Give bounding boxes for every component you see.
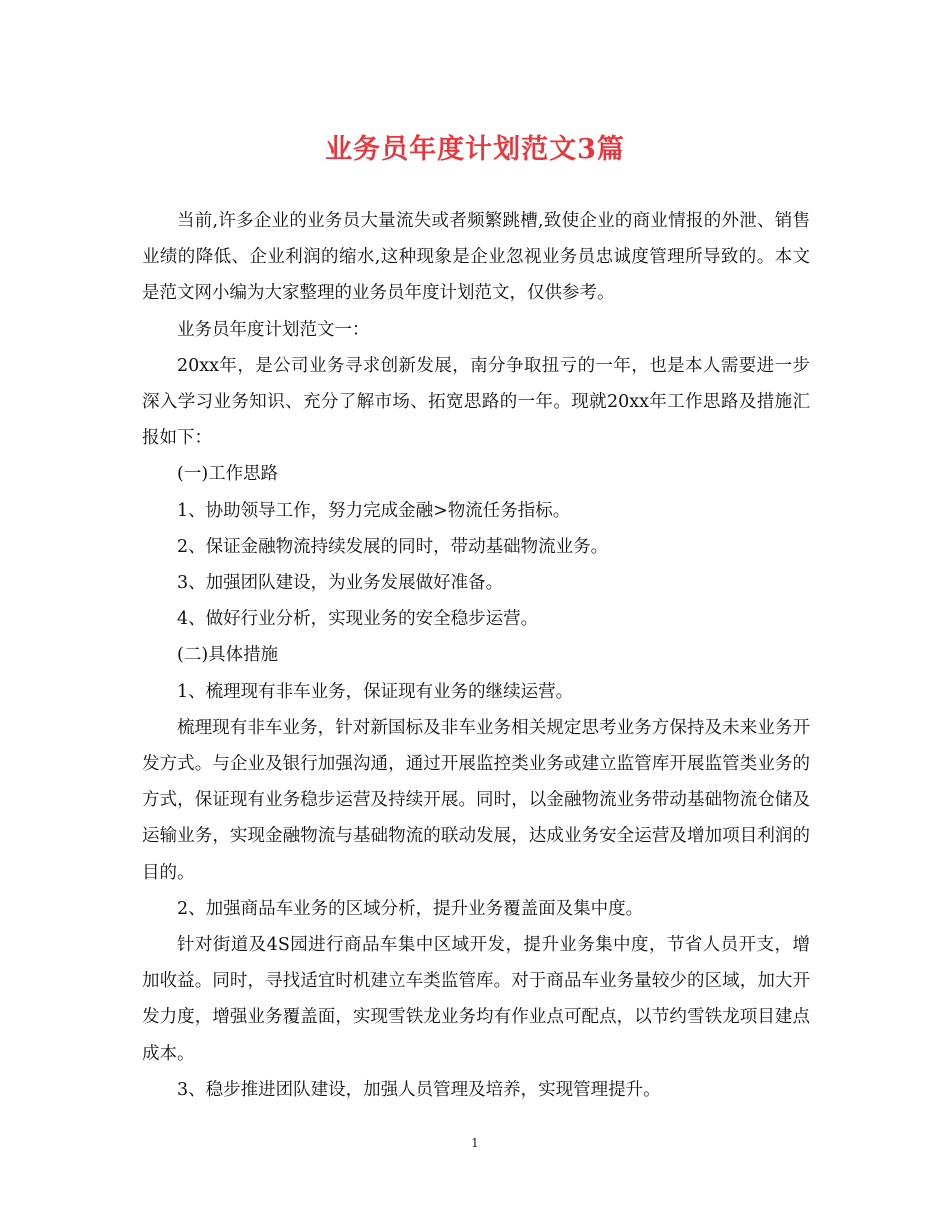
paragraph: 20xx年，是公司业务寻求创新发展，南分争取扭亏的一年，也是本人需要进一步深入学习业务知识、充分了解市场、拓宽思路的一年。现就20xx年工作思路及措施汇报如下：: [142, 355, 810, 449]
paragraph: 针对街道及4S园进行商品车集中区域开发，提升业务集中度，节省人员开支，增加收益。同时，寻找适宜时机建立车类监管库。对于商品车业务量较少的区域，加大开发力度，增强业务覆盖面，实现雪铁龙业务均有作业点可配点，以节约雪铁龙项目建点成本。: [142, 935, 810, 1064]
list-item: 1、梳理现有非车业务，保证现有业务的继续运营。: [177, 681, 574, 702]
list-item: 1、协助领导工作，努力完成金融>物流任务指标。: [177, 500, 571, 521]
list-item: 3、加强团队建设，为业务发展做好准备。: [177, 573, 504, 594]
section-heading: (一)工作思路: [177, 464, 279, 485]
paragraph: 梳理现有非车业务，针对新国标及非车业务相关规定思考业务方保持及未来业务开发方式。与企业及银行加强沟通，通过开展监控类业务或建立监管库开展监管类业务的方式，保证现有业务稳步运营及持续开展。同时，以金融物流业务带动基础物流仓储及运输业务，实现金融物流与基础物流的联动发展，达成业务安全运营及增加项目利润的目的。: [142, 717, 810, 883]
section-heading: (二)具体措施: [177, 645, 279, 666]
page-number: 1: [471, 1136, 479, 1150]
document-body: [142, 203, 810, 1108]
paragraph: 当前,许多企业的业务员大量流失或者频繁跳槽,致使企业的商业情报的外泄、销售业绩的降低、企业利润的缩水,这种现象是企业忽视业务员忠诚度管理所导致的。本文是范文网小编为大家整理的业务员年度计划范文，仅供参考。: [142, 211, 810, 304]
document-title: 业务员年度计划范文3篇: [325, 134, 625, 165]
list-item: 3、稳步推进团队建设，加强人员管理及培养，实现管理提升。: [177, 1079, 661, 1100]
list-item: 2、保证金融物流持续发展的同时，带动基础物流业务。: [177, 536, 609, 557]
list-item: 4、做好行业分析，实现业务的安全稳步运营。: [177, 609, 539, 630]
paragraph: 业务员年度计划范文一：: [177, 319, 370, 340]
list-item: 2、加强商品车业务的区域分析，提升业务覆盖面及集中度。: [177, 898, 644, 919]
